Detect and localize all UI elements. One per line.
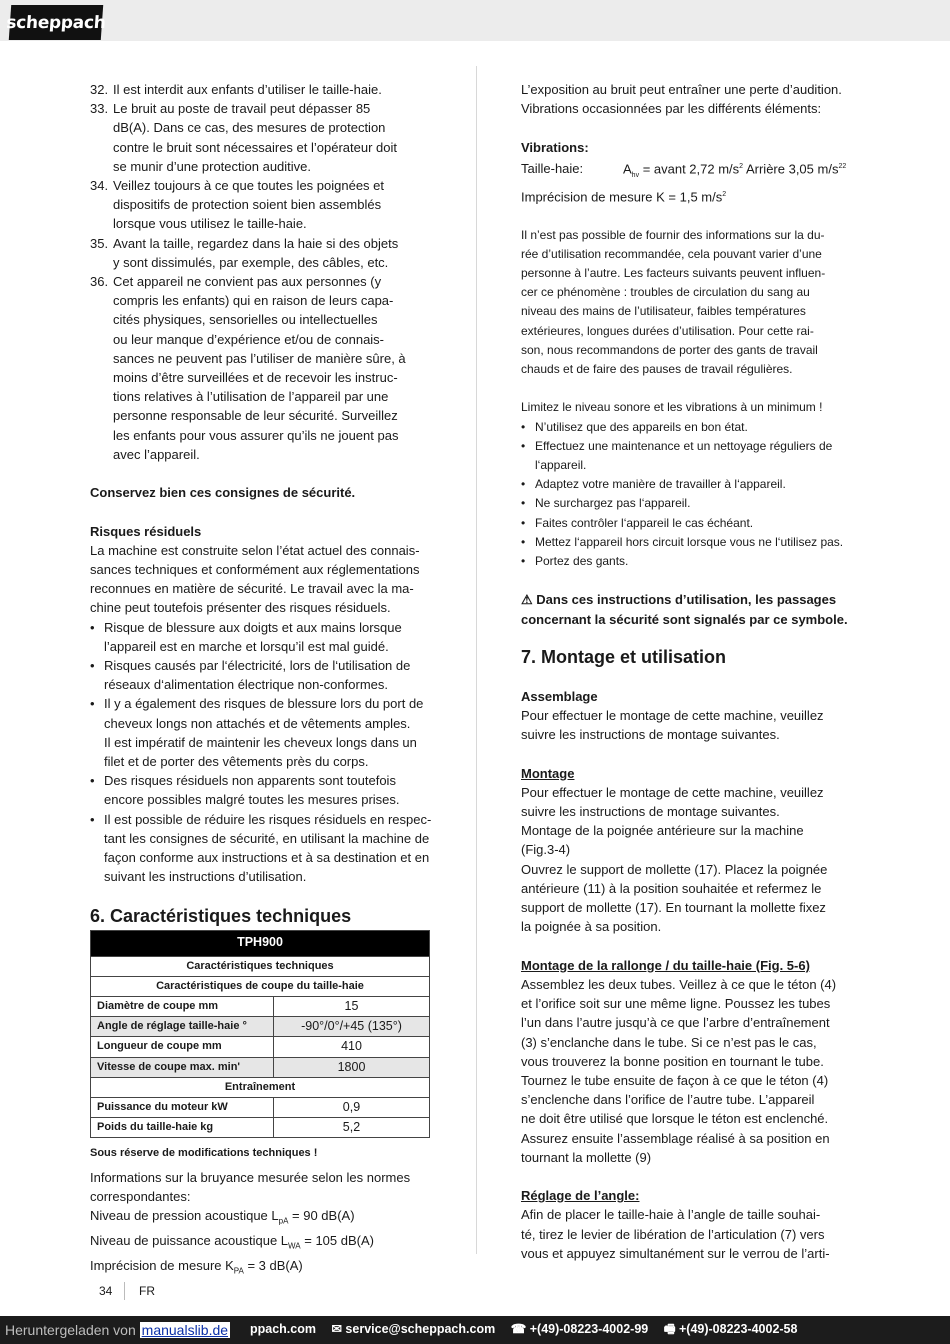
list-item: [90, 618, 432, 656]
list-item-line: • Risques causés par l‘électricité, lors de l‘utilisation de: [104, 658, 411, 674]
spec-label: Poids du taille-haie kg: [91, 1118, 274, 1138]
noise-exposure-text: [521, 80, 863, 118]
text-line: correspondantes:: [90, 1188, 191, 1204]
list-item-line: suivant les instructions d’utilisation.: [104, 869, 307, 885]
text-line: La machine est construite selon l’état actuel des connais-: [90, 542, 420, 558]
contact-web: ppach.com: [250, 1321, 316, 1336]
text-line: suivre les instructions de montage suivantes.: [521, 804, 780, 820]
spec-value: -90°/0°/+45 (135°): [274, 1017, 430, 1037]
text-line: support de mollette (17). En tournant la mollette fixez: [521, 900, 826, 916]
item-line: moins d’être surveillées et de recevoir les instruc-: [113, 370, 398, 386]
list-item-line: • Effectuez une maintenance et un nettoyage réguliers de: [535, 438, 833, 453]
item-line: ou leur manque d’expérience et/ou de connais-: [113, 331, 385, 347]
left-column: [90, 80, 432, 1280]
spec-label: Angle de réglage taille-haie °: [91, 1017, 274, 1037]
residual-risks-text: [90, 541, 432, 618]
item-number: 34.: [90, 178, 109, 194]
text-line: l’un dans l’autre jusqu’à ce que l’arbre d’entraînement: [521, 1015, 830, 1031]
text-line: vous et appuyez simultanément sur le verrou de l’arti-: [521, 1245, 830, 1261]
text-line: Montage de la poignée antérieure sur la machine: [521, 823, 804, 839]
text-line: rée d’utilisation recommandée, cela pouvant varier d’une: [521, 246, 822, 261]
tech-spec-table: [90, 930, 430, 1139]
spec-label: Puissance du moteur kW: [91, 1097, 274, 1117]
warning-icon: ⚠: [521, 592, 533, 608]
language-code: FR: [139, 1284, 155, 1298]
text-line: s’enclenche dans l’orifice de l’autre tube. L’appareil: [521, 1092, 815, 1108]
residual-risks-heading: Risques résiduels: [90, 523, 202, 539]
item-line: Avant la taille, regardez dans la haie si des objets: [113, 235, 399, 251]
assembly-text: [521, 706, 863, 744]
safety-item: [90, 80, 432, 99]
item-line: cités physiques, sensorielles ou intellectuelles: [113, 312, 378, 328]
list-item-line: • Risque de blessure aux doigts et aux mains lorsque: [104, 619, 402, 635]
list-item-line: • Portez des gants.: [535, 554, 629, 569]
text-line: Pour effectuer le montage de cette machine, veuillez: [521, 708, 824, 724]
item-line: personne responsable de leur sécurité. Surveillez: [113, 408, 398, 424]
text-line: Vibrations occasionnées par les différents éléments:: [521, 101, 822, 117]
text-line: Tournez le tube ensuite de façon à ce que le téton (4): [521, 1072, 829, 1088]
item-number: 35.: [90, 235, 109, 251]
text-line: vous trouverez la bonne position en tournant le tube.: [521, 1053, 824, 1069]
safety-numbered-list: [90, 80, 432, 464]
extension-heading: Montage de la rallonge / du taille-haie (Fig. 5-6): [521, 957, 810, 973]
montage-heading: Montage: [521, 765, 575, 781]
usage-duration-text: [521, 226, 863, 380]
angle-text: [521, 1205, 863, 1263]
list-item-line: façon conforme aux instructions et à sa destination et en: [104, 850, 430, 866]
safety-item: [90, 272, 432, 464]
contact-phone: ☎ +(49)-08223-4002-99: [510, 1321, 649, 1336]
text-line: cer ce phénomène : troubles de circulation du sang au: [521, 285, 810, 300]
assembly-heading: Assemblage: [521, 688, 598, 704]
residual-risks-list: [90, 618, 432, 887]
spec-label: Longueur de coupe mm: [91, 1037, 274, 1057]
brand-logo: scheppach: [9, 5, 103, 40]
text-line: Assemblez les deux tubes. Veillez à ce que le téton (4): [521, 976, 837, 992]
list-item-line: cheveux longs non attachés et de vêtements amples.: [104, 715, 411, 731]
section-6-title: 6. Caractéristiques techniques: [90, 905, 352, 926]
spec-value: 0,9: [274, 1097, 430, 1117]
text-line: Afin de placer le taille-haie à l’angle de taille souhai-: [521, 1207, 821, 1223]
text-line: sances techniques et conformément aux réglementations: [90, 562, 420, 578]
extension-text: [521, 975, 863, 1167]
text-line: (Fig.3-4): [521, 842, 571, 858]
item-number: 33.: [90, 101, 109, 117]
item-line: les enfants pour vous assurer qu’ils ne jouent pas: [113, 427, 399, 443]
list-item: [90, 771, 432, 809]
list-item-line: • Des risques résiduels non apparents sont toutefois: [104, 773, 396, 789]
manualslib-link[interactable]: manualslib.de: [141, 1322, 229, 1338]
spec-caption: Caractéristiques techniques: [91, 956, 430, 976]
text-line: et l’orifice soit sur une même ligne. Poussez les tubes: [521, 996, 831, 1012]
text-line: extérieures, longues durées d’utilisation. Pour cette rai-: [521, 323, 814, 338]
page-number: 34: [99, 1284, 113, 1298]
sound-pressure-line: Niveau de pression acoustique $L_{pA} = 90$ dB(A): [90, 1207, 355, 1226]
item-line: tions relatives à l’utilisation de l’appareil par une: [113, 389, 389, 405]
text-line: Informations sur la bruyance mesurée selon les normes: [90, 1169, 411, 1185]
list-item-line: l‘appareil.: [535, 458, 587, 473]
list-item: [521, 514, 863, 533]
list-item-line: l’appareil est en marche et lorsqu’il est mal guidé.: [104, 638, 389, 654]
text-line: la poignée à sa position.: [521, 919, 662, 935]
text-line: chine peut toutefois présenter des risques résiduels.: [90, 600, 391, 616]
item-line: dispositifs de protection soient bien assemblés: [113, 197, 382, 213]
spec-label: Vitesse de coupe max. min': [91, 1057, 274, 1077]
list-item: [90, 694, 432, 771]
spec-row: [91, 1118, 430, 1138]
text-line: son, nous recommandons de porter des gants de travail: [521, 342, 818, 357]
keep-instructions-note: Conservez bien ces consignes de sécurité.: [90, 485, 356, 501]
spec-row: [91, 1057, 430, 1077]
list-item: [90, 810, 432, 887]
list-item-line: encore possibles malgré toutes les mesures prises.: [104, 792, 400, 808]
contact-email[interactable]: ✉ service@scheppach.com: [331, 1321, 496, 1336]
item-line: lorsque vous utilisez le taille-haie.: [113, 216, 307, 232]
list-item-line: • Faites contrôler l‘appareil le cas échéant.: [535, 515, 754, 530]
text-line: personne à l’autre. Les facteurs suivants peuvent influen-: [521, 266, 826, 281]
list-item-line: • Ne surchargez pas l‘appareil.: [535, 496, 691, 511]
item-line: y sont dissimulés, par exemple, des câbles, etc.: [113, 254, 389, 270]
limit-list: [521, 418, 863, 572]
spec-model: TPH900: [91, 930, 430, 956]
spec-value: 410: [274, 1037, 430, 1057]
spec-row: [91, 996, 430, 1016]
download-credit: Heruntergeladen von manualslib.de: [5, 1322, 229, 1338]
list-item-line: • Adaptez votre manière de travailler à l‘appareil.: [535, 477, 786, 492]
text-line: L’exposition au bruit peut entraîner une perte d’audition.: [521, 82, 842, 97]
right-column: [521, 80, 863, 1263]
safety-item: [90, 234, 432, 272]
safety-item: [90, 99, 432, 176]
text-line: reconnues en matière de sécurité. Le travail avec la ma-: [90, 581, 414, 597]
list-item-line: tant les consignes de sécurité, en utilisant la machine de: [104, 830, 430, 846]
text-line: tournant la mollette (9): [521, 1149, 652, 1165]
text-line: chauds et de faire des pauses de travail régulières.: [521, 362, 793, 377]
safety-symbol-note: ⚠ Dans ces instructions d’utilisation, les passages concernant la sécurité sont signalés par ce symbole.: [521, 592, 848, 627]
vibrations-heading: Vibrations:: [521, 139, 589, 155]
list-item: [521, 475, 863, 494]
item-line: contre le bruit sont nécessaires et l’opérateur doit: [113, 139, 397, 155]
item-line: Veillez toujours à ce que toutes les poignées et: [113, 178, 385, 194]
item-line: Le bruit au poste de travail peut dépasser 85: [113, 101, 371, 117]
footer-separator: [124, 1282, 125, 1300]
vibration-values-line: Taille-haie: $A_{hv}$ = avant 2,72 $m/s^2$ Arrière 3,05 $m/s^{22}$: [521, 161, 847, 179]
angle-heading: Réglage de l’angle:: [521, 1188, 640, 1204]
list-item-line: Il est impératif de maintenir les cheveux longs dans un: [104, 734, 417, 750]
list-item: [521, 533, 863, 552]
download-bar: [0, 1316, 950, 1344]
vibration-uncertainty-line: Imprécision de mesure K = 1,5 $m/s^2$: [521, 189, 727, 205]
header-bar: [0, 0, 950, 41]
text-line: Pour effectuer le montage de cette machine, veuillez: [521, 784, 824, 800]
spec-value: 5,2: [274, 1118, 430, 1138]
text-line: Assurez ensuite l’assemblage réalisé à sa position en: [521, 1130, 830, 1146]
noise-intro: [90, 1168, 432, 1206]
item-number: 32.: [90, 82, 109, 97]
list-item-line: • Il est possible de réduire les risques résiduels en respec-: [104, 811, 432, 827]
spec-value: 1800: [274, 1057, 430, 1077]
spec-row: [91, 1037, 430, 1057]
spec-row: [91, 1097, 430, 1117]
text-line: Il n’est pas possible de fournir des informations sur la du-: [521, 227, 825, 242]
list-item: [521, 418, 863, 437]
item-line: compris les enfants) qui en raison de leurs capa-: [113, 293, 394, 309]
list-item: [521, 494, 863, 513]
text-line: niveau des mains de l’utilisateur, faibles températures: [521, 304, 806, 319]
noise-uncertainty-line: Imprécision de mesure $K_{PA} = 3$ dB(A): [90, 1257, 303, 1276]
list-item: [521, 437, 863, 475]
list-item-line: • Il y a également des risques de blessure lors du port de: [104, 696, 424, 712]
list-item-line: • Mettez l‘appareil hors circuit lorsque vous ne l‘utilisez pas.: [535, 534, 844, 549]
text-line: (3) s’enclanche dans le tube. Si ce n’est pas le cas,: [521, 1034, 817, 1050]
spec-row: [91, 1017, 430, 1037]
list-item-line: filet et de porter des vêtements près du corps.: [104, 754, 369, 770]
limit-heading: Limitez le niveau sonore et les vibrations à un minimum !: [521, 400, 823, 415]
text-line: té, tirez le levier de libération de l’articulation (7) vers: [521, 1226, 825, 1242]
text-line: ne doit être utilisé que lorsque le téton est enclenché.: [521, 1111, 829, 1127]
item-line: Il est interdit aux enfants d’utiliser le taille-haie.: [113, 82, 382, 97]
spec-cut-caption: Caractéristiques de coupe du taille-haie: [91, 976, 430, 996]
list-item: [521, 552, 863, 571]
sound-power-line: Niveau de puissance acoustique $L_{WA} = 105$ dB(A): [90, 1232, 374, 1251]
item-line: dB(A). Dans ce cas, des mesures de protection: [113, 120, 386, 136]
column-divider: [476, 66, 477, 1254]
spec-value: 15: [274, 996, 430, 1016]
contact-info: [250, 1320, 809, 1341]
reserve-note: Sous réserve de modifications techniques !: [90, 1147, 318, 1160]
text-line: antérieure (11) à la position souhaitée et refermez le: [521, 880, 822, 896]
text-line: suivre les instructions de montage suivantes.: [521, 727, 780, 743]
item-line: se munir d’une protection auditive.: [113, 158, 312, 174]
item-line: avec l’appareil.: [113, 446, 200, 462]
list-item-line: • N’utilisez que des appareils en bon état.: [535, 419, 748, 434]
spec-drive-caption: Entraînement: [91, 1077, 430, 1097]
item-line: Cet appareil ne convient pas aux personnes (y: [113, 274, 382, 290]
spec-label: Diamètre de coupe mm: [91, 996, 274, 1016]
text-line: Ouvrez le support de mollette (17). Placez la poignée: [521, 861, 828, 877]
safety-item: [90, 176, 432, 234]
list-item: [90, 656, 432, 694]
item-number: 36.: [90, 274, 109, 290]
contact-fax: 🖷 +(49)-08223-4002-58: [663, 1321, 798, 1336]
item-line: sances ne peuvent pas l’utiliser de manière sûre, à: [113, 350, 406, 366]
section-7-title: 7. Montage et utilisation: [521, 646, 727, 667]
montage-text: [521, 783, 863, 937]
list-item-line: réseaux d‘alimentation électrique non-conformes.: [104, 677, 388, 693]
